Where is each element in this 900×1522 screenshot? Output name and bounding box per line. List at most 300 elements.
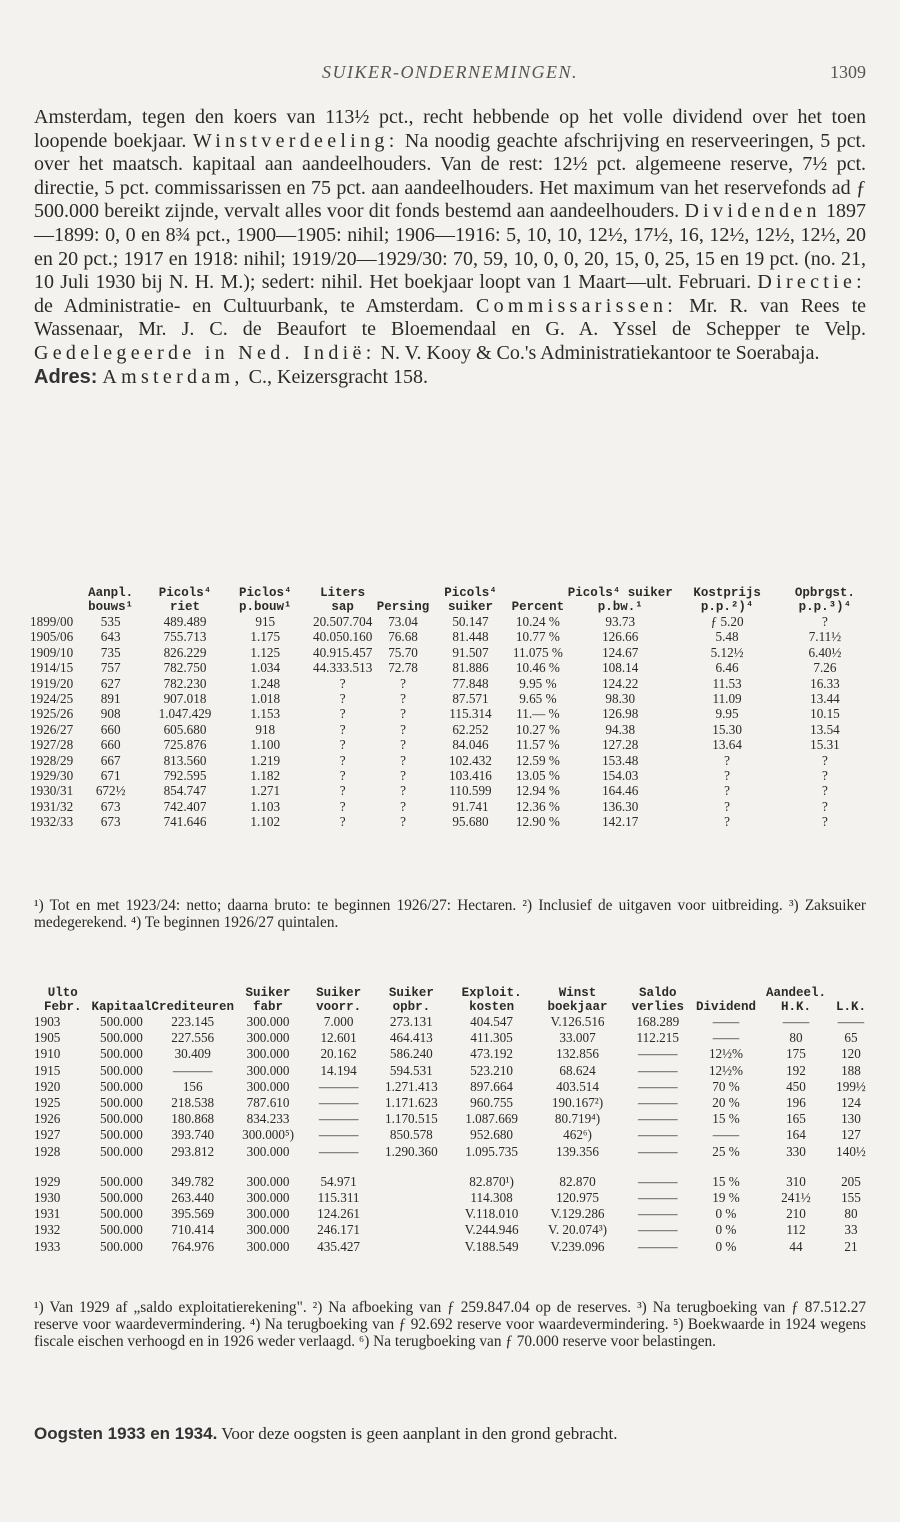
table-cell: 500.000 [100, 1111, 143, 1127]
table-cell: V. 20.074³) [548, 1222, 608, 1238]
table-cell: ? [339, 706, 346, 722]
text-dividenden: 1897—1899: 0, 0 en 8¾ pct., 1900—1905: nihil; 1906—1916: 5, 10, 10, 12½, 17½, 16, 12½, 12½, 12½, 20 en 20 pct.; 1917 en 1918: nihil; 1919/20—1929/30: 70, 59, 10, 0, 0, 20, 15, 0, 25, 15 en 19 pct. (no. 21, 10 Juli 1930 bij N. H. M.); sedert: nihil. Het boekjaar loopt van 1 Maart—ult. Februari. [34, 200, 867, 294]
table-cell: 1931/32 [30, 798, 74, 814]
table-cell: ? [339, 737, 346, 753]
table-cell: 500.000 [100, 1127, 143, 1143]
table-cell: 218.538 [171, 1095, 215, 1111]
table-cell: ? [400, 721, 406, 737]
table-cell: 1.047.429 [158, 706, 212, 722]
adres-label: Adres: [34, 365, 98, 388]
table-cell: 120 [841, 1046, 861, 1062]
table-cell: ——— [637, 1238, 678, 1254]
table-cell: 80 [844, 1206, 858, 1222]
table-cell: 103.416 [449, 768, 492, 784]
table-cell: 1.034 [250, 660, 281, 676]
table-cell: ? [400, 752, 406, 768]
table-cell: 310 [786, 1173, 806, 1189]
text-intro: Amsterdam, tegen den koers van 113½ pct., recht hebbende op het volle dividend over het toen loopende boekjaar. [34, 106, 866, 152]
table-cell: 130 [841, 1111, 861, 1127]
table-cell: 80 [789, 1030, 803, 1046]
table-cell: 1933 [34, 1238, 61, 1254]
table-row [30, 799, 872, 814]
table-cell: ? [822, 614, 828, 629]
table-cell: ? [400, 783, 406, 799]
table-cell: 395.569 [171, 1206, 215, 1222]
table-cell: 246.171 [317, 1222, 361, 1238]
table-cell [375, 1190, 448, 1206]
table-cell: 1905/06 [30, 629, 74, 645]
table-cell: 19 % [712, 1190, 740, 1206]
table-cell: 960.755 [470, 1095, 514, 1111]
table-cell: 300.000 [246, 1030, 290, 1046]
table-cell: ? [339, 798, 346, 814]
table-cell: ? [400, 737, 406, 753]
table-cell: 742.407 [163, 798, 207, 814]
table-cell: 127.28 [602, 737, 639, 753]
table-cell: 643 [100, 629, 121, 645]
table-cell: 834.233 [246, 1111, 290, 1127]
table-cell: 11.— % [516, 706, 560, 722]
table-cell [375, 1239, 448, 1255]
table-cell: 164 [786, 1127, 806, 1143]
table-cell: 915 [255, 614, 276, 629]
commissarissen-label: Commissarissen: [475, 294, 678, 317]
table-cell: 81.886 [452, 660, 489, 676]
table-cell: 227.556 [171, 1030, 215, 1046]
table-cell: —— [712, 1014, 740, 1029]
table-cell: 82.870 [559, 1173, 596, 1189]
table-row [34, 1127, 866, 1143]
table-cell [375, 1222, 448, 1238]
table-cell: 300.000 [246, 1143, 290, 1159]
production-header-row [30, 586, 872, 614]
financial-col-header: Dividend [695, 1000, 756, 1014]
table-cell: ? [400, 798, 406, 814]
table-cell: 15.30 [712, 721, 742, 737]
table-cell: ——— [318, 1127, 359, 1143]
table-cell: 850.578 [389, 1127, 433, 1143]
text-commissarissen: Mr. R. van Rees te Wassenaar, Mr. J. C. de Beaufort te Bloemendaal en G. A. Yssel de Schepper te Velp. [34, 294, 867, 341]
table-cell: 764.976 [171, 1238, 215, 1254]
table-cell: 500.000 [100, 1190, 143, 1206]
table-cell: ? [339, 691, 346, 707]
table-cell: 13.54 [810, 721, 840, 737]
financial-col-header: Suiker voorr. [316, 986, 362, 1014]
table-cell: 787.610 [246, 1095, 290, 1111]
table-cell: 54.971 [320, 1173, 357, 1189]
table-cell: 21 [844, 1238, 858, 1254]
financial-footnotes: ¹) Van 1929 af „saldo exploitatierekening". ²) Na afboeking van ƒ 259.847.04 op de reserves. ³) Na terugboeking van ƒ 87.512.27 reserve voor waardevermindering. ⁴) Na terugboeking van ƒ 92.692 reserve voor waardevermindering. ⁵) Boekwaarde in 1924 wegens fiscale eischen verhoogd en in 1926 weder verlaagd. ⁶) Na terugboeking van ƒ 70.000 reserve voor belastingen. [34, 1299, 866, 1350]
table-row [30, 676, 872, 691]
table-cell: 124.67 [602, 644, 639, 660]
directie-label: Directie: [757, 271, 867, 294]
table-cell: 1.125 [250, 644, 281, 660]
financial-col-header: Kapitaal [91, 1000, 152, 1014]
table-cell: —— [837, 1014, 865, 1029]
table-cell: 140½ [836, 1143, 866, 1159]
table-cell: 199½ [836, 1078, 866, 1094]
table-cell: ? [400, 706, 406, 722]
table-cell: ——— [637, 1046, 678, 1062]
dividenden-label: Dividenden [684, 200, 821, 223]
page-number: 1309 [830, 62, 866, 82]
table-cell: 1909/10 [30, 644, 74, 660]
table-cell: 68.624 [559, 1062, 596, 1078]
running-title: SUIKER-ONDERNEMINGEN. [322, 62, 578, 82]
table-cell: 9.95 [715, 706, 739, 722]
table-cell: ? [400, 675, 406, 691]
table-cell: ——— [637, 1078, 678, 1094]
table-row [30, 645, 872, 660]
table-cell: 500.000 [100, 1030, 143, 1046]
table-cell: 1.153 [250, 706, 281, 722]
production-table [30, 586, 872, 830]
table-spacer [34, 1160, 866, 1174]
table-cell: 15 % [712, 1173, 740, 1189]
table-cell: 660 [100, 721, 121, 737]
table-cell: V.118.010 [464, 1206, 519, 1222]
production-col-header: Liters sap [320, 586, 366, 614]
table-cell: 1932 [34, 1222, 61, 1238]
table-cell: 1910 [34, 1046, 61, 1062]
table-cell: 300.000 [246, 1173, 290, 1189]
table-cell: 12.59 % [515, 752, 560, 768]
production-col-header: Picols⁴ riet [158, 586, 212, 614]
table-cell: 1.290.360 [384, 1143, 438, 1159]
financial-col-header: Suiker fabr [245, 986, 291, 1014]
table-cell: 114.308 [470, 1190, 513, 1206]
financial-table [34, 986, 866, 1255]
table-cell: 500.000 [100, 1078, 143, 1094]
table-cell: 10.15 [810, 706, 840, 722]
table-cell: 91.741 [452, 798, 489, 814]
table-cell: 464.413 [389, 1030, 433, 1046]
financial-col-header: Aandeel. H.K. [765, 986, 826, 1014]
table-cell: 70 % [712, 1078, 740, 1094]
table-row [34, 1206, 866, 1222]
table-cell: 1899/00 [30, 614, 74, 629]
table-cell: 10.46 % [515, 660, 560, 676]
table-cell: 15.31 [810, 737, 840, 753]
table-cell: 500.000 [100, 1143, 143, 1159]
table-cell: 1.248 [250, 675, 281, 691]
table-cell: 1929 [34, 1173, 61, 1189]
table-cell: 20.162 [320, 1046, 357, 1062]
table-cell: 84.046 [452, 737, 489, 753]
table-cell: ? [400, 691, 406, 707]
table-cell: 500.000 [100, 1062, 143, 1078]
table-cell: 196 [786, 1095, 806, 1111]
table-cell: 132.856 [556, 1046, 599, 1062]
table-cell: 1925 [34, 1095, 61, 1111]
table-cell: 82.870¹) [469, 1173, 514, 1189]
table-cell: 489.489 [163, 614, 207, 629]
table-cell: ——— [637, 1173, 678, 1189]
table-cell: 300.000 [246, 1190, 290, 1206]
text-directie: de Administratie- en Cultuurbank, te Amsterdam. [34, 294, 464, 317]
table-cell: 7.26 [813, 660, 837, 676]
table-cell: 188 [841, 1062, 861, 1078]
table-cell: 1930/31 [30, 783, 74, 799]
table-cell: 210 [786, 1206, 806, 1222]
table-cell: 91.507 [452, 644, 489, 660]
table-cell: 757 [100, 660, 121, 676]
table-cell: 349.782 [171, 1173, 215, 1189]
table-cell: 627 [100, 675, 121, 691]
table-cell: 12½% [708, 1046, 744, 1062]
table-row [30, 783, 872, 798]
oogsten-label: Oogsten 1933 en 1934. [34, 1424, 218, 1443]
table-cell: 175 [786, 1046, 806, 1062]
table-cell: 263.440 [171, 1190, 215, 1206]
table-cell: 1.175 [250, 629, 281, 645]
table-cell: 164.46 [602, 783, 639, 799]
table-cell: 11.57 % [516, 737, 560, 753]
table-row [34, 1030, 866, 1046]
table-cell: 1915 [34, 1062, 61, 1078]
table-cell: 1.100 [250, 737, 281, 753]
table-cell: 9.65 % [519, 691, 557, 707]
table-cell: ? [822, 752, 828, 768]
table-cell: 673 [100, 814, 121, 830]
table-cell [375, 1174, 448, 1190]
table-cell: 73.04 [388, 614, 418, 629]
table-cell: ? [724, 814, 730, 830]
table-cell: 1905 [34, 1030, 61, 1046]
adres-street: C., Keizersgracht 158. [248, 365, 429, 388]
financial-header-row [34, 986, 866, 1014]
table-cell: ? [724, 798, 730, 814]
table-cell: 76.68 [388, 629, 418, 645]
table-cell: ? [822, 783, 828, 799]
table-cell: 1.102 [250, 814, 281, 830]
table-cell: 741.646 [163, 814, 207, 830]
table-cell: V.126.516 [550, 1014, 605, 1029]
table-cell: 586.240 [389, 1046, 433, 1062]
table-cell: 11.075 % [512, 644, 563, 660]
table-cell: 1920 [34, 1078, 61, 1094]
table-cell: 500.000 [100, 1014, 143, 1029]
table-cell: 500.000 [100, 1222, 143, 1238]
table-cell: ? [339, 675, 346, 691]
table-row [34, 1095, 866, 1111]
table-cell: V.129.286 [550, 1206, 605, 1222]
table-cell: 180.868 [171, 1111, 215, 1127]
table-cell: ——— [318, 1143, 359, 1159]
table-row [34, 1046, 866, 1062]
table-cell: 725.876 [163, 737, 207, 753]
table-cell: 112.215 [636, 1030, 679, 1046]
production-col-header: Percent [511, 600, 565, 614]
table-cell: 300.000 [246, 1046, 290, 1062]
table-cell: 952.680 [470, 1127, 514, 1143]
table-cell: 300.000 [246, 1014, 290, 1029]
table-cell: 12.36 % [515, 798, 560, 814]
table-cell: ? [339, 752, 346, 768]
table-cell: 25 % [712, 1143, 740, 1159]
table-row [34, 1190, 866, 1206]
table-cell: 20 % [712, 1095, 740, 1111]
table-cell: 891 [100, 691, 121, 707]
table-cell: 15 % [712, 1111, 740, 1127]
table-cell: 80.719⁴) [554, 1111, 601, 1127]
table-cell: —— [782, 1014, 810, 1029]
table-row [30, 660, 872, 675]
table-cell: 1927 [34, 1127, 61, 1143]
table-cell: V.188.549 [464, 1238, 519, 1254]
table-cell: 826.229 [163, 644, 207, 660]
table-row [34, 1063, 866, 1079]
production-col-header: Persing [376, 600, 430, 614]
table-row [30, 691, 872, 706]
production-col-header: Piclos⁴ p.bouw¹ [239, 586, 292, 614]
table-cell: 126.98 [602, 706, 639, 722]
table-cell: 139.356 [556, 1143, 599, 1159]
table-cell: 77.848 [452, 675, 489, 691]
table-cell: 72.78 [388, 660, 418, 676]
table-cell: ? [339, 721, 346, 737]
table-cell: 1.171.623 [384, 1095, 438, 1111]
table-cell: 0 % [715, 1206, 737, 1222]
table-cell: 605.680 [163, 721, 207, 737]
table-cell: 500.000 [100, 1046, 143, 1062]
table-cell: 300.000 [246, 1222, 290, 1238]
table-row [34, 1222, 866, 1238]
table-cell: 12.94 % [515, 783, 560, 799]
table-cell: 1929/30 [30, 768, 74, 784]
table-cell: 115.311 [317, 1190, 360, 1206]
table-cell: 907.018 [163, 691, 207, 707]
table-cell: 330 [786, 1143, 806, 1159]
table-cell: 168.289 [636, 1014, 680, 1029]
table-cell: 671 [100, 768, 121, 784]
table-cell: V.244.946 [464, 1222, 519, 1238]
table-cell: 44 [789, 1238, 803, 1254]
table-cell: ——— [637, 1095, 678, 1111]
table-cell: 1903 [34, 1014, 61, 1029]
table-cell: ? [724, 752, 730, 768]
table-cell: 535 [100, 614, 121, 629]
table-cell: 12.601 [320, 1030, 357, 1046]
table-cell: 10.24 % [515, 614, 560, 629]
table-cell: 1926/27 [30, 721, 74, 737]
table-cell: 594.531 [389, 1062, 433, 1078]
company-description [34, 106, 866, 389]
table-cell: ——— [637, 1190, 678, 1206]
table-cell: 7.11½ [808, 629, 842, 645]
table-cell: 13.05 % [515, 768, 560, 784]
table-cell: 192 [786, 1062, 806, 1078]
table-cell: 500.000 [100, 1095, 143, 1111]
table-cell: 65 [844, 1030, 858, 1046]
table-cell: 110.599 [449, 783, 492, 799]
table-cell: 1930 [34, 1190, 61, 1206]
table-cell: ? [822, 814, 828, 830]
table-cell: 673 [100, 798, 121, 814]
table-cell: ——— [172, 1062, 213, 1078]
table-cell: 20.507.704 [312, 614, 373, 629]
table-cell: 1.182 [250, 768, 281, 784]
table-cell: 13.64 [712, 737, 742, 753]
oogsten-note [34, 1424, 866, 1444]
table-cell: ——— [637, 1222, 678, 1238]
table-cell: 120.975 [556, 1190, 599, 1206]
table-cell: ? [339, 783, 346, 799]
table-cell: 1926 [34, 1111, 61, 1127]
table-cell: 0 % [715, 1222, 737, 1238]
table-cell: 450 [786, 1078, 806, 1094]
table-cell: ? [400, 768, 406, 784]
table-cell: 190.167²) [551, 1095, 604, 1111]
table-cell: 40.915.457 [312, 644, 373, 660]
production-col-header: Picols⁴ suiker [444, 586, 497, 614]
table-cell: 124.261 [317, 1206, 361, 1222]
table-cell: 155 [841, 1190, 861, 1206]
table-cell: 5.48 [715, 629, 739, 645]
table-cell: 16.33 [810, 675, 840, 691]
table-cell: 300.000⁵) [242, 1127, 294, 1143]
table-cell: 1927/28 [30, 737, 74, 753]
table-cell: 33 [844, 1222, 858, 1238]
table-cell: 660 [100, 737, 121, 753]
table-cell: 710.414 [171, 1222, 215, 1238]
table-cell: 44.333.513 [312, 660, 373, 676]
table-cell: 1.087.669 [465, 1111, 518, 1127]
table-cell: 918 [255, 721, 276, 737]
table-cell: 142.17 [602, 814, 639, 830]
financial-col-header: Saldo verlies [631, 986, 684, 1014]
table-cell: 87.571 [452, 691, 489, 707]
table-cell: 273.131 [389, 1014, 433, 1029]
table-row [34, 1144, 866, 1160]
table-cell: 5.12½ [710, 644, 744, 660]
table-row [30, 737, 872, 752]
table-cell: 136.30 [602, 798, 639, 814]
production-col-header: Aanpl. bouws¹ [88, 586, 134, 614]
table-cell: 95.680 [452, 814, 489, 830]
table-cell: ——— [637, 1062, 678, 1078]
table-cell: 735 [100, 644, 121, 660]
table-cell: 6.40½ [808, 644, 842, 660]
table-cell: 1928/29 [30, 752, 74, 768]
table-cell: 462⁶) [563, 1127, 592, 1143]
table-cell: —— [712, 1127, 740, 1143]
table-cell: ? [724, 768, 730, 784]
table-cell: 98.30 [605, 691, 636, 707]
production-col-header: Picols⁴ suiker p.bw.¹ [567, 586, 673, 614]
table-cell: 404.547 [470, 1014, 514, 1029]
table-cell: 11.09 [712, 691, 742, 707]
table-cell: 81.448 [452, 629, 489, 645]
table-cell: 115.314 [449, 706, 492, 722]
table-cell: 6.46 [715, 660, 739, 676]
table-row [34, 1239, 866, 1255]
table-cell: 411.305 [470, 1030, 513, 1046]
table-cell: V.239.096 [550, 1238, 605, 1254]
adres-city: Amsterdam, [102, 365, 244, 388]
table-spacer-cell [34, 1160, 866, 1174]
table-cell: 1914/15 [30, 660, 74, 676]
table-cell: 792.595 [163, 768, 207, 784]
table-cell: 127 [841, 1127, 861, 1143]
production-col-header [30, 586, 73, 614]
table-cell: 11.53 [712, 675, 742, 691]
table-row [30, 706, 872, 721]
table-cell: 156 [182, 1078, 203, 1094]
table-row [30, 814, 872, 829]
table-cell: 523.210 [470, 1062, 514, 1078]
table-cell: ——— [318, 1095, 359, 1111]
